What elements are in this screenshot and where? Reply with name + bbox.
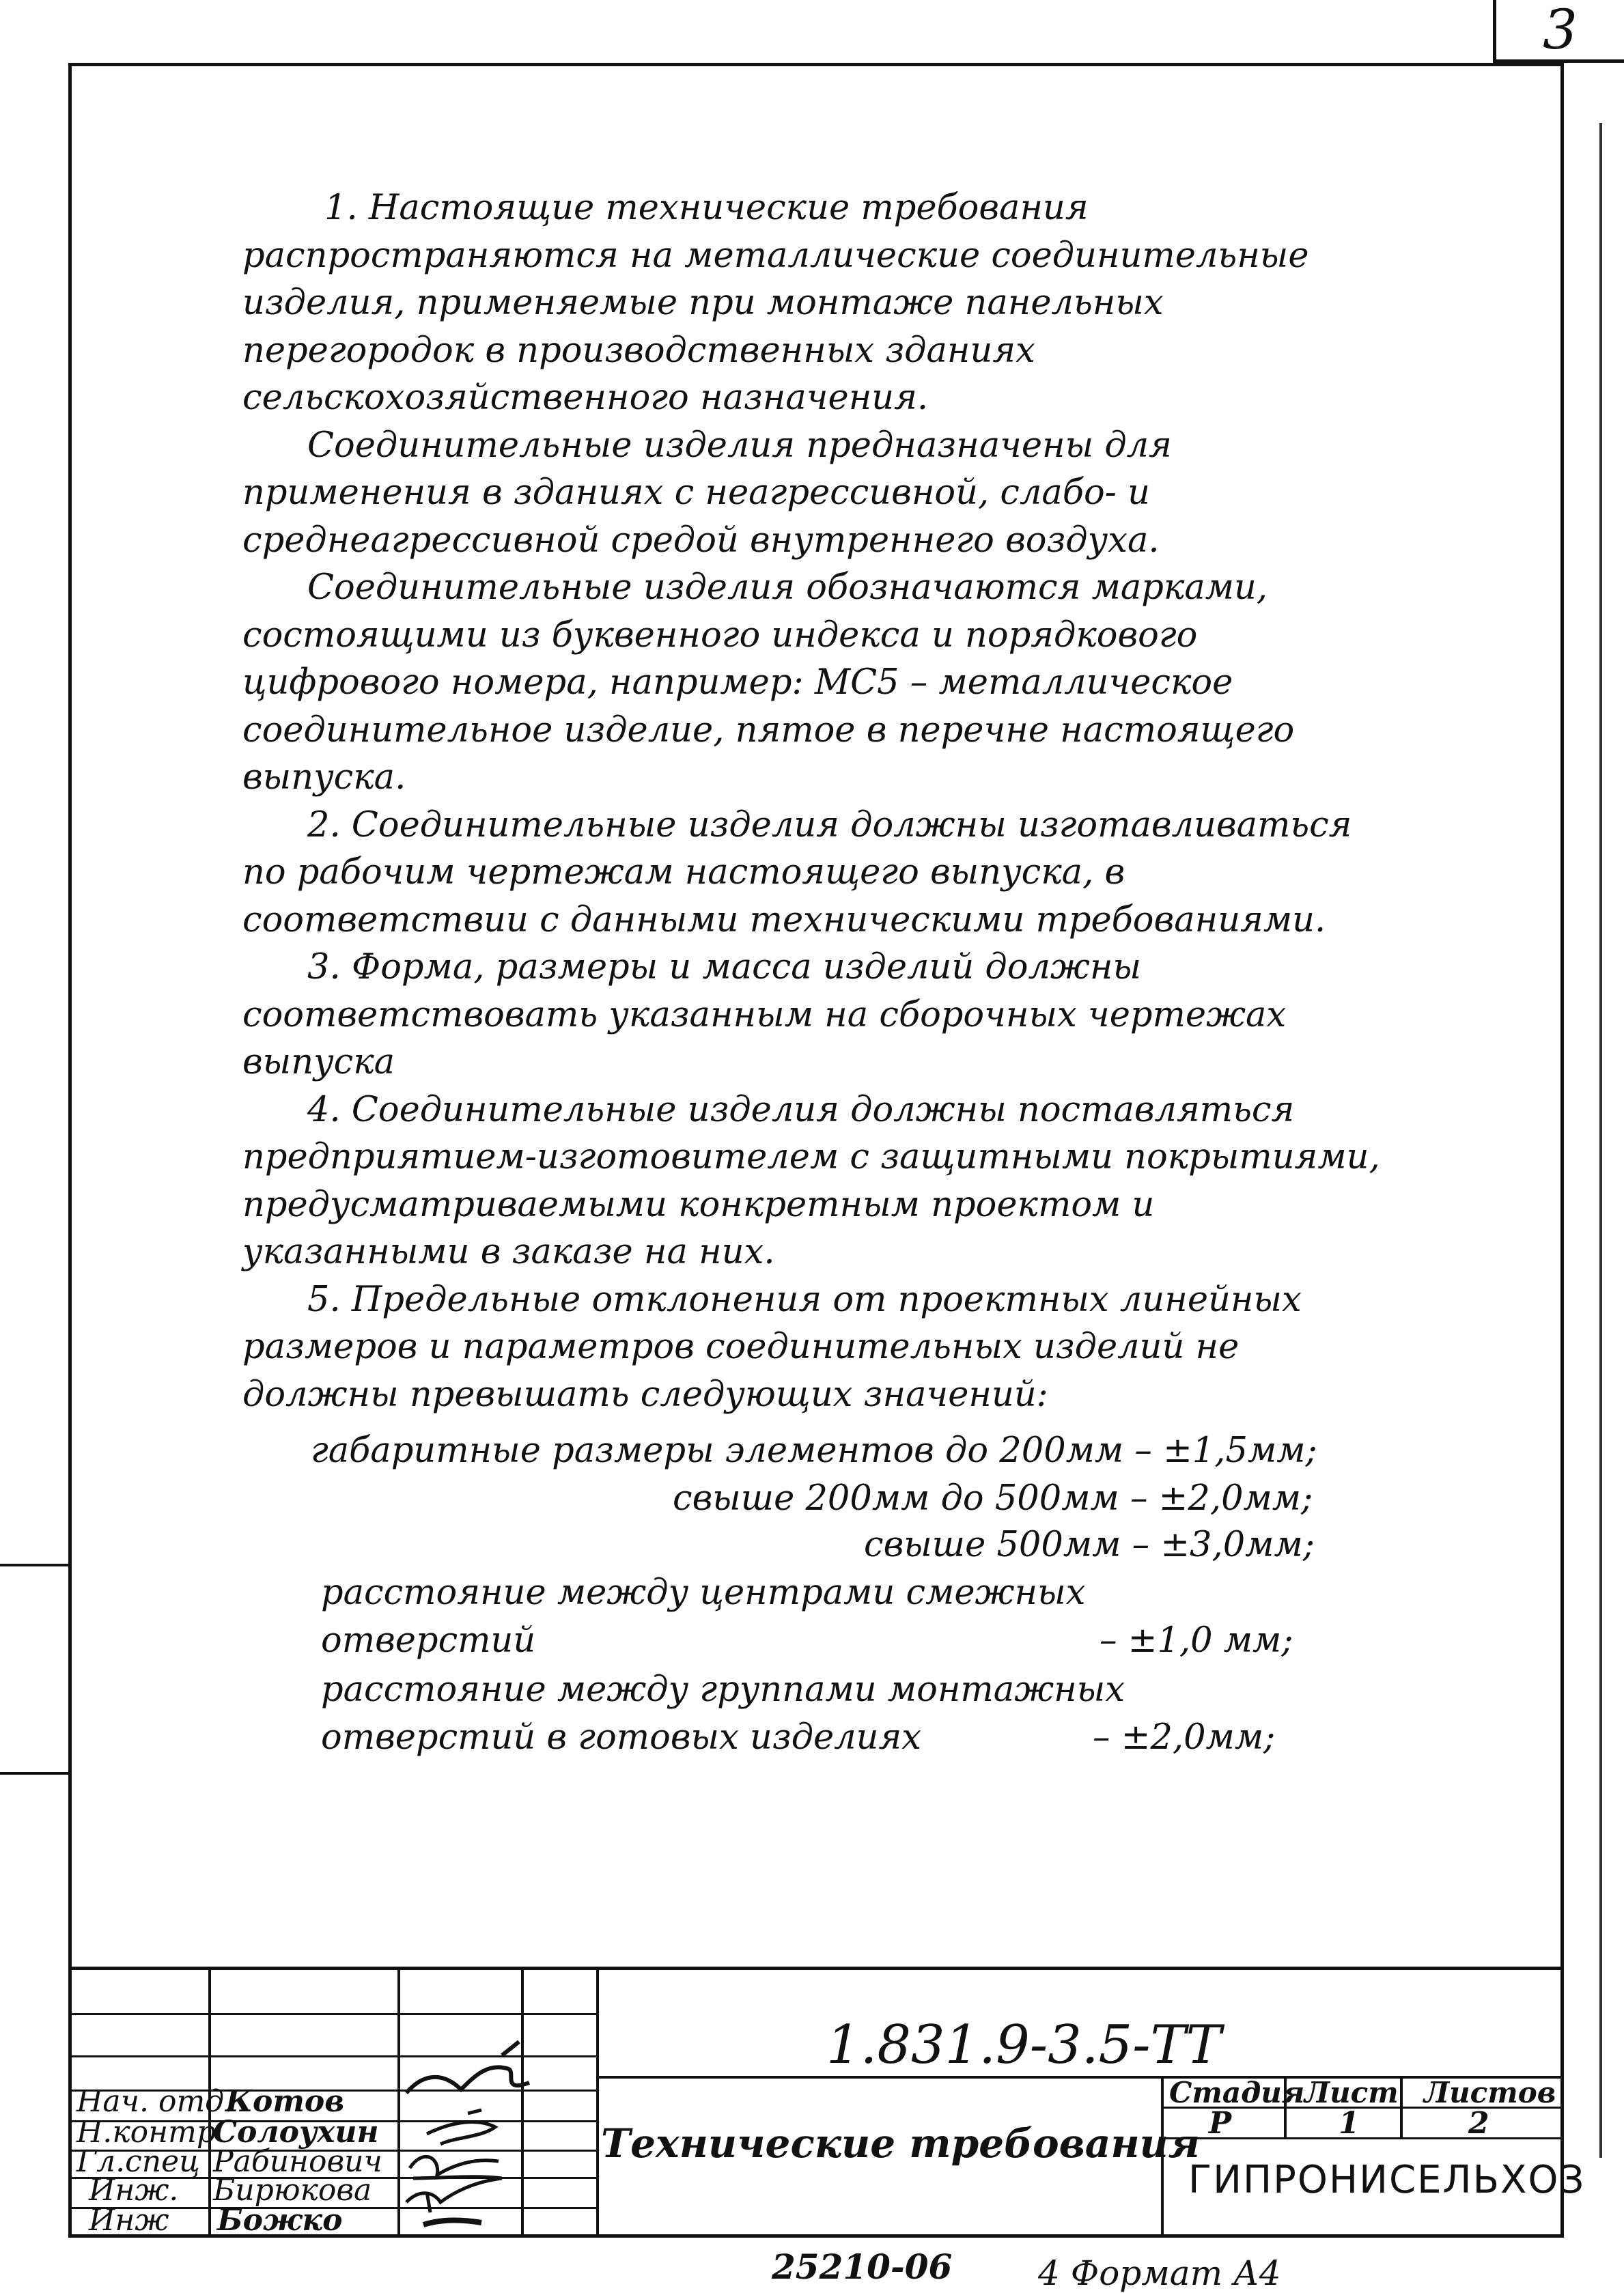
margin-line xyxy=(0,1564,68,1566)
paragraph-6: 4. Соединительные изделия должны поставляться предприятием-изготовителем с защитными покрытиями, предусматриваемыми конкретным проектом и указанными в заказе на них. xyxy=(242,1089,1380,1272)
signer-name: Рабинович xyxy=(213,2144,382,2179)
role-label: Инж xyxy=(89,2203,169,2238)
document-title: Технические требования xyxy=(601,2120,1200,2167)
tolerance-value: – ±1,0 мм; xyxy=(1100,1620,1293,1661)
paragraph-1: 1. Настоящие технические требования распространяются на металлические соединительные изделия, применяемые при монтаже панельных перегородок в производственных зданиях сельскохозяйственного назначения. xyxy=(242,188,1309,418)
paragraph-3: Соединительные изделия обозначаются марками, состоящими из буквенного индекса и порядкового цифрового номера, например: МС5 – металлическое соединительное изделие, пятое в перечне настоящего выпуска. xyxy=(242,567,1295,798)
tolerance-row: отверстий в готовых изделиях xyxy=(321,1717,922,1758)
stage-header: Стадия xyxy=(1169,2076,1305,2109)
tolerance-row: расстояние между центрами смежных xyxy=(321,1573,1086,1613)
signer-name: Бирюкова xyxy=(213,2173,372,2208)
tolerance-row: свыше 200мм до 500мм – ±2,0мм; xyxy=(673,1478,1313,1519)
sheets-value: 2 xyxy=(1468,2106,1489,2141)
page-edge-line xyxy=(1599,123,1602,2158)
sheet-header: Лист xyxy=(1304,2076,1399,2109)
paragraph-7: 5. Предельные отклонения от проектных линейных размеров и параметров соединительных изделий не должны превышать следующих значений: xyxy=(242,1279,1302,1415)
title-block-line xyxy=(596,1967,599,2238)
requirements-text xyxy=(242,184,1383,1418)
sheet-number: 3 xyxy=(1493,0,1624,63)
tolerance-row: свыше 500мм – ±3,0мм; xyxy=(864,1525,1315,1565)
tolerance-row: расстояние между группами монтажных xyxy=(321,1670,1125,1710)
sheet-format: 4 Формат А4 xyxy=(1038,2253,1281,2293)
tolerance-row: отверстий xyxy=(321,1620,536,1661)
paragraph-4: 2. Соединительные изделия должны изготавливаться по рабочим чертежам настоящего выпуска, в соответствии с данными техническими требованиями. xyxy=(242,804,1352,940)
signer-name: Котов xyxy=(225,2084,345,2119)
signer-name: Солоухин xyxy=(213,2115,379,2150)
signer-name: Божко xyxy=(217,2203,343,2238)
copy-number: 25210-06 xyxy=(772,2247,953,2287)
role-label: Гл.спец xyxy=(76,2144,200,2179)
sheet-value: 1 xyxy=(1339,2106,1360,2141)
role-label: Нач. отд. xyxy=(76,2084,234,2119)
organization-name: ГИПРОНИСЕЛЬХОЗ xyxy=(1188,2158,1586,2202)
role-label: Н.контр xyxy=(76,2115,216,2150)
tolerance-row: габаритные размеры элементов до 200мм – ±1,5мм; xyxy=(311,1431,1317,1471)
signatures-graphic xyxy=(400,1973,543,2233)
title-block-line xyxy=(596,2076,1564,2079)
stage-value: Р xyxy=(1209,2106,1232,2141)
role-label: Инж. xyxy=(89,2173,179,2208)
paragraph-5: 3. Форма, размеры и масса изделий должны соответствовать указанным на сборочных чертежах выпуска xyxy=(242,947,1287,1082)
tolerance-value: – ±2,0мм; xyxy=(1093,1717,1276,1758)
paragraph-2: Соединительные изделия предназначены для применения в зданиях с неагрессивной, слабо- и среднеагрессивной средой внутреннего воздуха. xyxy=(242,425,1172,561)
document-code: 1.831.9-3.5-ТТ xyxy=(826,2014,1222,2076)
sheets-header: Листов xyxy=(1424,2076,1556,2109)
margin-line xyxy=(0,1772,68,1775)
